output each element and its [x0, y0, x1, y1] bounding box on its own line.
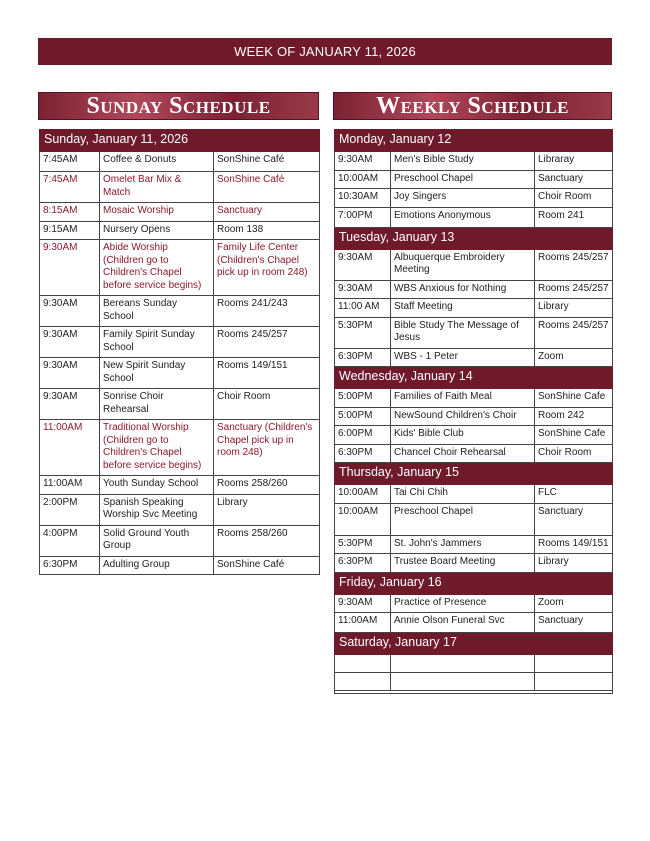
event-location: Libraray: [535, 152, 613, 171]
event-event: WBS Anxious for Nothing: [391, 280, 535, 299]
event-row: [40, 476, 320, 495]
event-row: [335, 249, 613, 280]
event-location: Rooms 245/257: [535, 317, 613, 348]
event-time: 8:15AM: [40, 203, 100, 222]
event-time: 9:30AM: [40, 358, 100, 389]
event-location: Sanctuary: [214, 203, 320, 222]
table-footer: [335, 691, 613, 694]
event-location: Rooms 258/260: [214, 476, 320, 495]
event-time: 11:00AM: [335, 613, 391, 633]
event-location: Choir Room: [535, 444, 613, 463]
event-location: Sanctuary (Children's Chapel pick up in room 248): [214, 420, 320, 476]
event-time: 11:00AM: [40, 476, 100, 495]
event-time: 11:00 AM: [335, 299, 391, 318]
event-time: 5:00PM: [335, 407, 391, 426]
event-row: [335, 389, 613, 408]
day-header: Saturday, January 17: [335, 633, 613, 655]
event-time: 9:15AM: [40, 221, 100, 240]
event-event: Traditional Worship (Children go to Children's Chapel before service begins): [100, 420, 214, 476]
event-location: Library: [535, 554, 613, 573]
event-event: Omelet Bar Mix & Match: [100, 172, 214, 203]
event-row: [335, 613, 613, 633]
event-event: Albuquerque Embroidery Meeting: [391, 249, 535, 280]
event-time: [335, 655, 391, 673]
event-event: Trustee Board Meeting: [391, 554, 535, 573]
event-row: [335, 485, 613, 504]
event-row: [40, 221, 320, 240]
event-time: 10:00AM: [335, 170, 391, 189]
day-header: Tuesday, January 13: [335, 227, 613, 249]
table-footer-row: [335, 691, 613, 694]
event-event: Men's Bible Study: [391, 152, 535, 171]
event-row: [335, 189, 613, 208]
event-location: Library: [214, 494, 320, 525]
event-location: Room 241: [535, 207, 613, 227]
event-event: Joy Singers: [391, 189, 535, 208]
event-event: Emotions Anonymous: [391, 207, 535, 227]
event-location: Rooms 258/260: [214, 525, 320, 556]
event-event: Adulting Group: [100, 556, 214, 575]
event-event: Coffee & Donuts: [100, 152, 214, 172]
event-event: Annie Olson Funeral Svc: [391, 613, 535, 633]
event-row: [335, 207, 613, 227]
event-event: NewSound Children's Choir: [391, 407, 535, 426]
event-location: Rooms 241/243: [214, 296, 320, 327]
event-event: Youth Sunday School: [100, 476, 214, 495]
event-row: [335, 348, 613, 367]
event-location: Sanctuary: [535, 170, 613, 189]
day-header: Thursday, January 15: [335, 463, 613, 485]
event-location: Family Life Center (Children's Chapel pick up in room 248): [214, 240, 320, 296]
day-header-row: [335, 572, 613, 594]
event-row: [335, 317, 613, 348]
event-event: Bereans Sunday School: [100, 296, 214, 327]
event-location: Room 138: [214, 221, 320, 240]
event-time: [335, 673, 391, 691]
event-row: [335, 535, 613, 554]
event-row: [335, 170, 613, 189]
week-banner: WEEK OF JANUARY 11, 2026: [38, 38, 612, 65]
event-time: 5:30PM: [335, 317, 391, 348]
event-time: 6:30PM: [335, 554, 391, 573]
event-row: [40, 296, 320, 327]
event-location: Rooms 245/257: [535, 249, 613, 280]
event-time: 10:00AM: [335, 485, 391, 504]
event-row: [40, 327, 320, 358]
event-time: 9:30AM: [335, 280, 391, 299]
day-header-row: [40, 130, 320, 152]
event-location: Rooms 245/257: [535, 280, 613, 299]
event-event: Solid Ground Youth Group: [100, 525, 214, 556]
event-time: 7:00PM: [335, 207, 391, 227]
event-time: 11:00AM: [40, 420, 100, 476]
event-location: Rooms 149/151: [535, 535, 613, 554]
event-row: [335, 280, 613, 299]
event-event: St. John's Jammers: [391, 535, 535, 554]
event-row: [40, 152, 320, 172]
event-row: [40, 389, 320, 420]
event-event: Chancel Choir Rehearsal: [391, 444, 535, 463]
event-row: [335, 554, 613, 573]
event-location: Choir Room: [535, 189, 613, 208]
day-header: Monday, January 12: [335, 130, 613, 152]
event-time: 5:30PM: [335, 535, 391, 554]
event-row: [335, 152, 613, 171]
event-location: Zoom: [535, 348, 613, 367]
event-location: SonShine Café: [214, 172, 320, 203]
event-time: 6:30PM: [335, 348, 391, 367]
day-header: Friday, January 16: [335, 572, 613, 594]
event-time: 9:30AM: [40, 327, 100, 358]
event-time: 2:00PM: [40, 494, 100, 525]
event-time: 9:30AM: [335, 249, 391, 280]
event-event: WBS - 1 Peter: [391, 348, 535, 367]
day-header-row: [335, 227, 613, 249]
event-location: SonShine Café: [214, 152, 320, 172]
event-row: [335, 407, 613, 426]
event-event: Abide Worship (Children go to Children's Chapel before service begins): [100, 240, 214, 296]
event-row: [40, 203, 320, 222]
event-location: Choir Room: [214, 389, 320, 420]
event-event: Staff Meeting: [391, 299, 535, 318]
event-event: Preschool Chapel: [391, 503, 535, 535]
event-location: [535, 655, 613, 673]
event-event: Bible Study The Message of Jesus: [391, 317, 535, 348]
event-location: Sanctuary: [535, 613, 613, 633]
event-event: [391, 655, 535, 673]
day-header-row: [335, 130, 613, 152]
event-row: [40, 358, 320, 389]
event-time: 5:00PM: [335, 389, 391, 408]
event-row: [335, 655, 613, 673]
event-time: 7:45AM: [40, 172, 100, 203]
event-time: 10:30AM: [335, 189, 391, 208]
event-row: [335, 503, 613, 535]
sunday-schedule-table: [39, 129, 320, 575]
event-row: [40, 240, 320, 296]
event-event: Preschool Chapel: [391, 170, 535, 189]
event-location: Room 242: [535, 407, 613, 426]
event-row: [335, 426, 613, 445]
event-location: [535, 673, 613, 691]
event-time: 4:00PM: [40, 525, 100, 556]
event-time: 6:30PM: [40, 556, 100, 575]
event-location: FLC: [535, 485, 613, 504]
event-time: 9:30AM: [40, 296, 100, 327]
event-event: Spanish Speaking Worship Svc Meeting: [100, 494, 214, 525]
day-header-row: [335, 633, 613, 655]
event-event: New Spirit Sunday School: [100, 358, 214, 389]
event-row: [40, 172, 320, 203]
event-time: 9:30AM: [40, 389, 100, 420]
day-header: Wednesday, January 14: [335, 367, 613, 389]
event-row: [40, 525, 320, 556]
weekly-schedule-header: Weekly Schedule: [333, 92, 612, 120]
event-event: Practice of Presence: [391, 594, 535, 613]
event-row: [335, 299, 613, 318]
event-time: 9:30AM: [335, 152, 391, 171]
event-location: SonShine Cafe: [535, 426, 613, 445]
day-header-row: [335, 367, 613, 389]
event-location: Sanctuary: [535, 503, 613, 535]
event-time: 6:30PM: [335, 444, 391, 463]
event-row: [40, 494, 320, 525]
event-row: [40, 420, 320, 476]
event-location: SonShine Cafe: [535, 389, 613, 408]
event-time: 6:00PM: [335, 426, 391, 445]
event-event: Sonrise Choir Rehearsal: [100, 389, 214, 420]
event-time: 10:00AM: [335, 503, 391, 535]
event-row: [335, 594, 613, 613]
event-event: Nursery Opens: [100, 221, 214, 240]
event-event: Families of Faith Meal: [391, 389, 535, 408]
weekly-schedule-table: [334, 129, 613, 694]
event-event: Kids' Bible Club: [391, 426, 535, 445]
event-row: [335, 444, 613, 463]
event-event: Family Spirit Sunday School: [100, 327, 214, 358]
day-header: Sunday, January 11, 2026: [40, 130, 320, 152]
event-location: Rooms 245/257: [214, 327, 320, 358]
event-location: Library: [535, 299, 613, 318]
sunday-schedule-header: Sunday Schedule: [38, 92, 319, 120]
event-event: Tai Chi Chih: [391, 485, 535, 504]
event-row: [40, 556, 320, 575]
event-row: [335, 673, 613, 691]
event-time: 7:45AM: [40, 152, 100, 172]
event-time: 9:30AM: [40, 240, 100, 296]
event-event: Mosaic Worship: [100, 203, 214, 222]
event-location: Zoom: [535, 594, 613, 613]
event-time: 9:30AM: [335, 594, 391, 613]
day-header-row: [335, 463, 613, 485]
event-location: SonShine Café: [214, 556, 320, 575]
event-event: [391, 673, 535, 691]
event-location: Rooms 149/151: [214, 358, 320, 389]
